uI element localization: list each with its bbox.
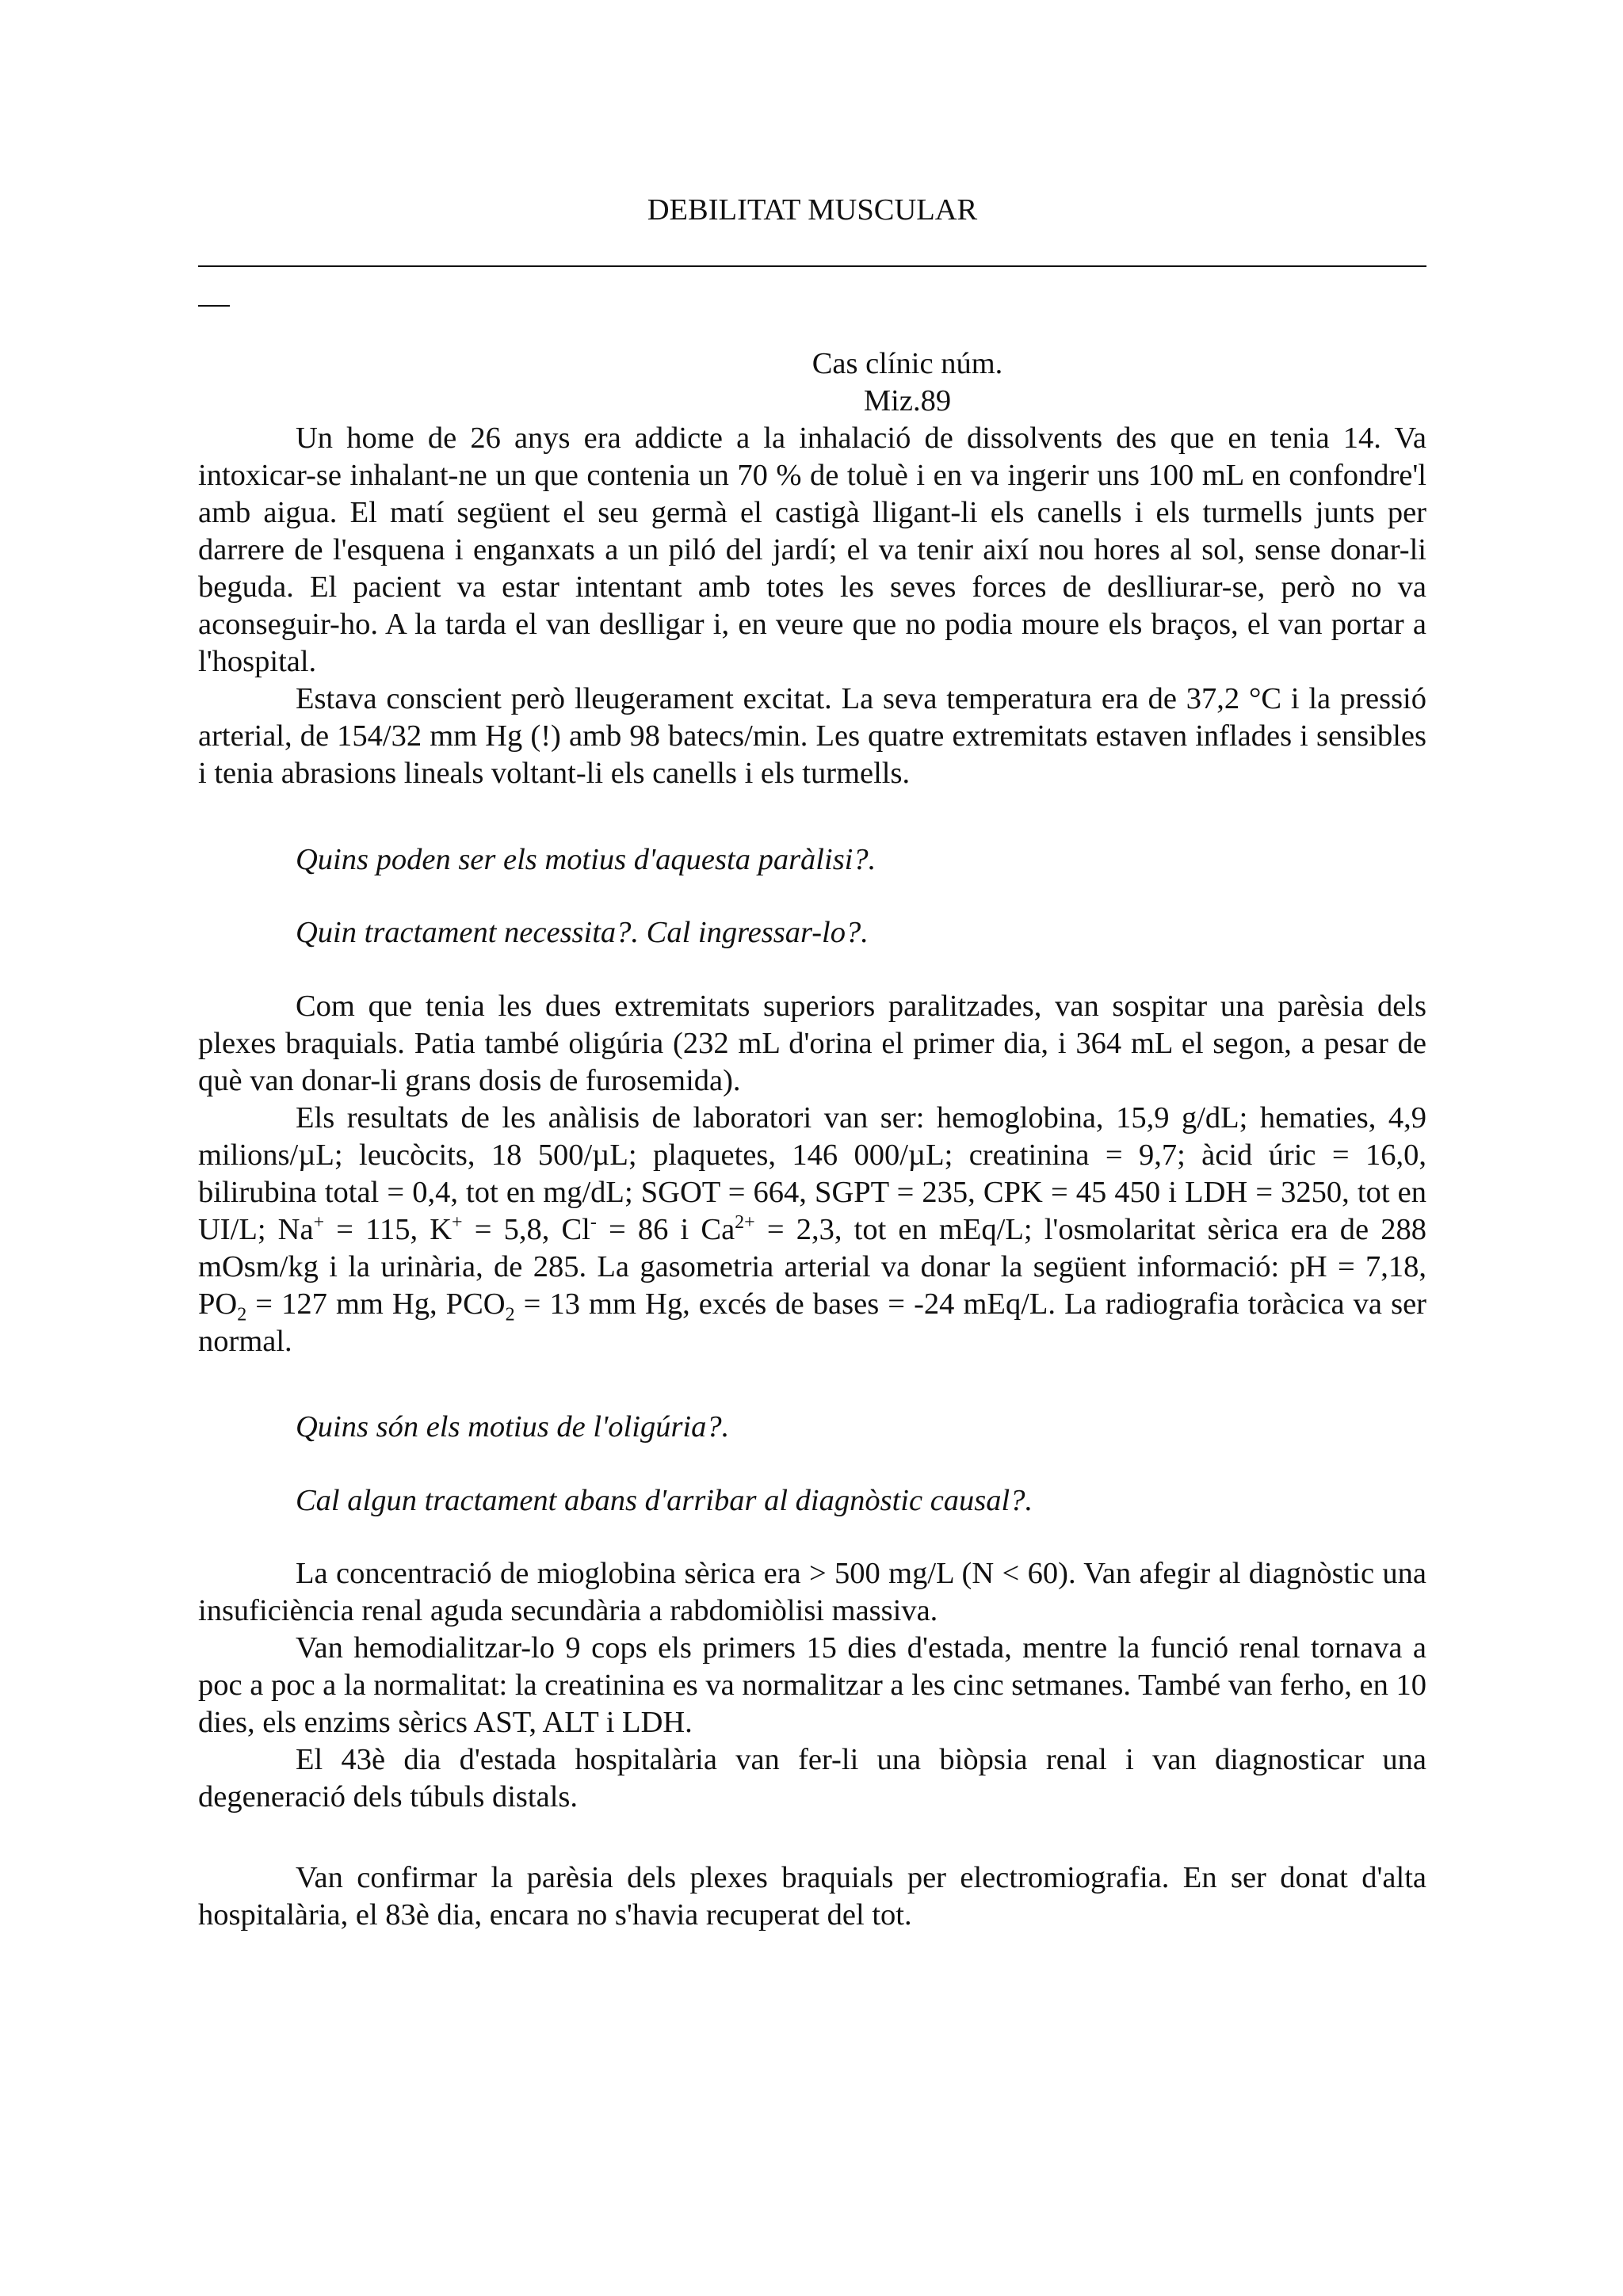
question-treatment: Quin tractament necessita?. Cal ingressar-lo?.	[296, 916, 869, 949]
header-rule	[198, 265, 1426, 267]
question-paralysis: Quins poden ser els motius d'aquesta paràlisi?.	[296, 843, 876, 876]
questions-4	[198, 1482, 1426, 1520]
case-narrative	[198, 420, 1426, 792]
paragraph-discharge: Van confirmar la parèsia dels plexes braquials per electromiografia. En ser donat d'alta hospitalària, el 83è dia, encara no s'havia recuperat del tot.	[198, 1861, 1426, 1932]
paragraph-exam: Estava conscient però lleugerament excitat. La seva temperatura era de 37,2 °C i la pressió arterial, de 154/32 mm Hg (!) amb 98 batecs/min. Les quatre extremitats estaven inflades i sensibles i tenia abrasions lineals voltant-li els canells i els turmells.	[198, 682, 1426, 790]
questions-2	[198, 914, 1426, 952]
case-evolution	[198, 988, 1426, 1360]
question-oliguria: Quins són els motius de l'oligúria?.	[296, 1410, 730, 1444]
page-title: DEBILITAT MUSCULAR	[647, 193, 978, 227]
questions-3	[198, 1409, 1426, 1446]
question-early-treatment: Cal algun tractament abans d'arribar al diagnòstic causal?.	[296, 1484, 1033, 1517]
case-label: Cas clínic núm.	[812, 347, 1003, 380]
questions-1	[198, 841, 1426, 879]
paragraph-history: Un home de 26 anys era addicte a la inhalació de dissolvents des que en tenia 14. Va intoxicar-se inhalant-ne un que contenia un 70 % de toluè i en va ingerir uns 100 mL en confondre'l amb aigua. El matí següent el seu germà el castigà lligant-li els canells i els turmells junts per darrere de l'esquena i enganxats a un piló del jardí; el va tenir així nou hores al sol, sense donar-li beguda. El pacient va estar intentant amb totes les seves forces de deslliurar-se, però no va aconseguir-ho. A la tarda el van deslligar i, en veure que no podia moure els braços, el van portar a l'hospital.	[198, 421, 1426, 678]
paragraph-biopsy: El 43è dia d'estada hospitalària van fer-li una biòpsia renal i van diagnosticar una degeneració dels túbuls distals.	[198, 1743, 1426, 1814]
paragraph-dialysis: Van hemodialitzar-lo 9 cops els primers 15 dies d'estada, mentre la funció renal tornava a poc a poc a la normalitat: la creatinina es va normalitzar a les cinc setmanes. També van ferho, en 10 dies, els enzims sèrics AST, ALT i LDH.	[198, 1631, 1426, 1739]
paragraph-lab-results: Els resultats de les anàlisis de laboratori van ser: hemoglobina, 15,9 g/dL; hematies, 4,9 milions/µL; leucòcits, 18 500/µL; plaquetes, 146 000/µL; creatinina = 9,7; àcid úric = 16,0, bilirubina total = 0,4, tot en mg/dL; SGOT = 664, SGPT = 235, CPK = 45 450 i LDH = 3250, tot en UI/L; Na+ = 115, K+ = 5,8, Cl- = 86 i $Ca^{2+} = 2,3$, tot en mEq/L; l'osmolaritat sèrica era de 288 mOsm/kg i la urinària, de 285. La gasometria arterial va donar la següent informació: pH = 7,18, $PO_2 = 127$ mm Hg, $PCO_2 = 13$ mm Hg, excés de bases = -24 mEq/L. La radiografia toràcica va ser normal.	[198, 1101, 1426, 1358]
case-conclusion	[198, 1859, 1426, 1934]
paragraph-myoglobin: La concentració de mioglobina sèrica era > 500 mg/L (N < 60). Van afegir al diagnòstic una insuficiència renal aguda secundària a rabdomiòlisi massiva.	[198, 1557, 1426, 1627]
case-heading	[198, 345, 1426, 420]
paragraph-oliguria: Com que tenia les dues extremitats superiors paralitzades, van sospitar una parèsia dels plexes braquials. Patia també oligúria (232 mL d'orina el primer dia, i 364 mL el segon, a pesar de què van donar-li grans dosis de furosemida).	[198, 990, 1426, 1097]
header-rule-stub	[198, 305, 230, 307]
case-code: Miz.89	[863, 384, 952, 418]
case-outcome	[198, 1555, 1426, 1816]
